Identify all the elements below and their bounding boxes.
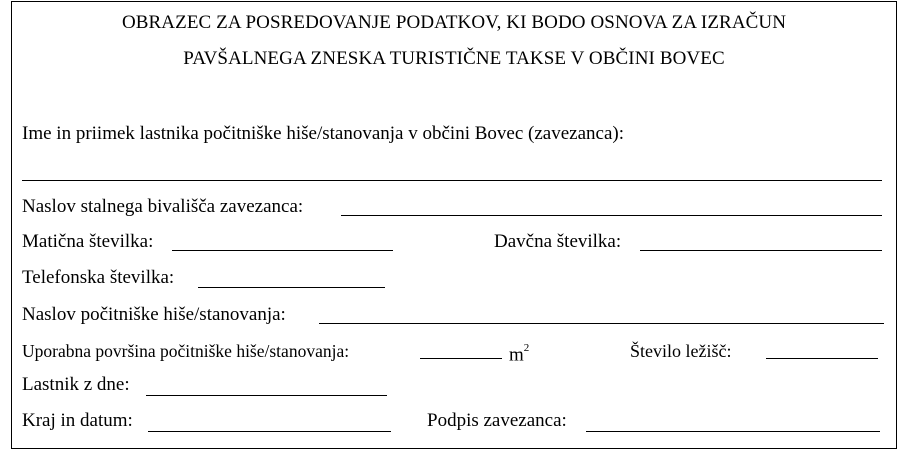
owner-since-label: Lastnik z dne: — [22, 374, 130, 395]
owner-since-field[interactable] — [146, 395, 387, 396]
usable-area-unit: $m^2$ — [509, 342, 530, 366]
registration-number-label: Matična številka: — [22, 231, 154, 252]
signature-field[interactable] — [586, 431, 880, 432]
property-address-label: Naslov počitniške hiše/stanovanja: — [22, 304, 286, 325]
usable-area-field[interactable] — [420, 358, 502, 359]
tax-number-label: Davčna številka: — [494, 231, 622, 252]
phone-field[interactable] — [198, 287, 385, 288]
property-address-field[interactable] — [319, 323, 884, 324]
registration-number-field[interactable] — [172, 250, 393, 251]
form-title-line-2: PAVŠALNEGA ZNESKA TURISTIČNE TAKSE V OBČINI BOVEC — [183, 48, 725, 69]
owner-name-field[interactable] — [22, 180, 882, 181]
owner-name-label: Ime in priimek lastnika počitniške hiše/stanovanja v občini Bovec (zavezanca): — [22, 123, 624, 144]
signature-label: Podpis zavezanca: — [427, 410, 567, 431]
usable-area-label: Uporabna površina počitniške hiše/stanovanja: — [22, 341, 350, 361]
permanent-address-field[interactable] — [341, 215, 882, 216]
tax-number-field[interactable] — [640, 250, 882, 251]
beds-label: Število ležišč: — [630, 341, 732, 361]
place-date-field[interactable] — [148, 431, 391, 432]
form-title-line-1: OBRAZEC ZA POSREDOVANJE PODATKOV, KI BODO OSNOVA ZA IZRAČUN — [121, 12, 787, 33]
phone-label: Telefonska številka: — [22, 267, 175, 288]
place-date-label: Kraj in datum: — [22, 410, 133, 431]
permanent-address-label: Naslov stalnega bivališča zavezanca: — [22, 196, 304, 217]
beds-field[interactable] — [766, 358, 878, 359]
